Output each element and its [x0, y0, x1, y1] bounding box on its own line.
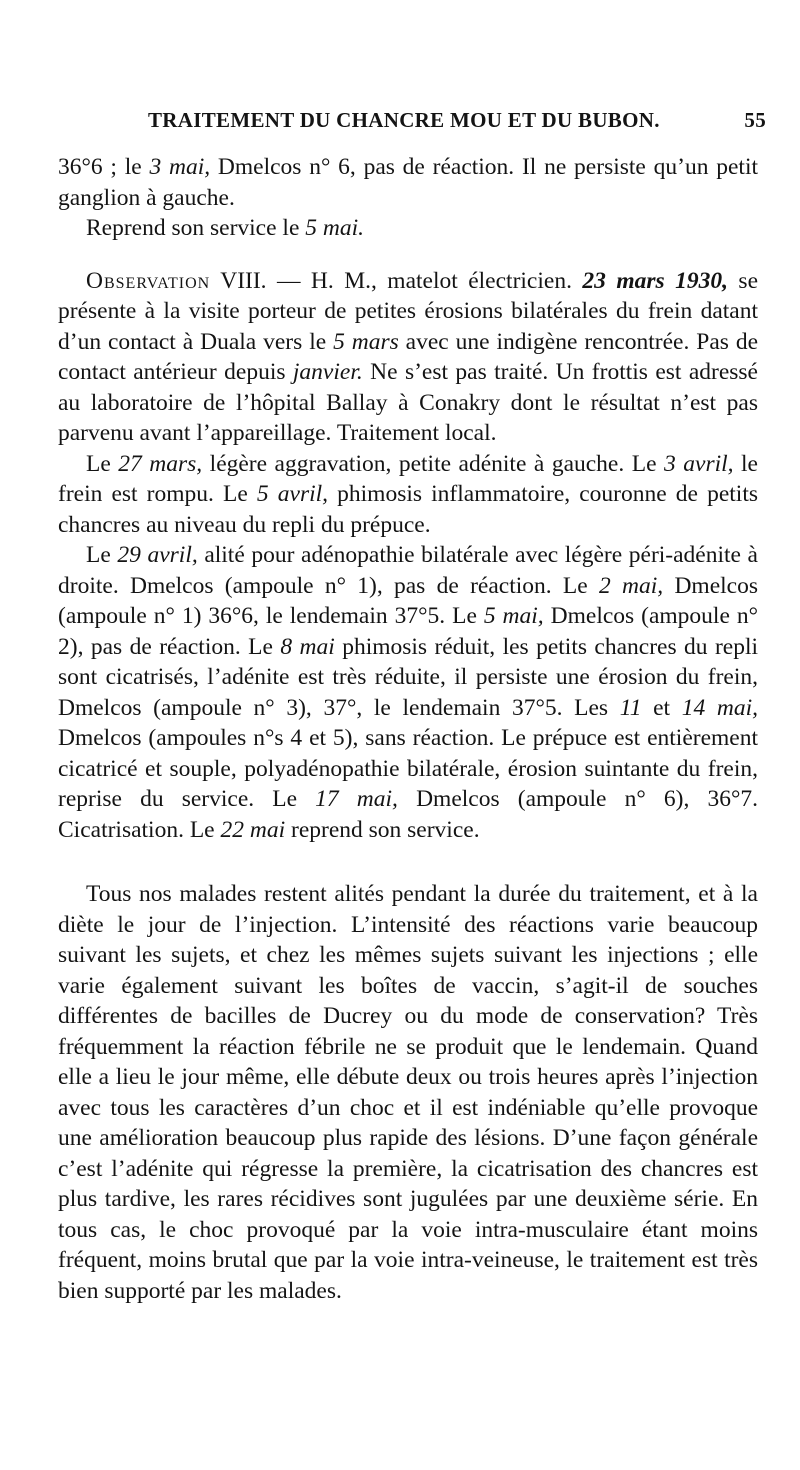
text-run: phimosis inflammatoire, couronne de petits chancres au niveau du repli du prépuce.	[58, 481, 758, 538]
text-run: et	[641, 694, 682, 721]
body-text	[58, 152, 758, 1306]
text-run: phimosis réduit, les petits chancres du repli sont cicatrisés, l’adénite est très réduite, il persiste une érosion du frein, Dmelcos (ampoule n° 3), 37°, le lendemain 37°5. Les	[58, 633, 759, 721]
text-run: Le	[86, 450, 119, 477]
text-run: Le	[86, 542, 118, 568]
page-number: 55	[744, 108, 766, 132]
running-head	[58, 108, 766, 142]
date-italic: 2 mai,	[599, 572, 664, 599]
paragraph-continuation	[58, 152, 758, 213]
text-run: alité pour adénopathie bilatérale avec légère péri-adénite à droite. Dmelcos (ampoule n° 1), pas de réaction. Le	[58, 542, 758, 599]
paragraph-discussion: Tous nos malades restent alités pendant la durée du traitement, et à la diète le jour de l’injection. L’intensité des réactions varie beaucoup suivant les sujets, et chez les mêmes sujets suivant les injections ; elle varie également suivant les boîtes de vaccin, s’agit-il de souches différentes de bacilles de Ducrey ou du mode de conservation? Très fréquemment la réaction fébrile ne se produit que le lendemain. Quand elle a lieu le jour même, elle débute deux ou trois heures après l’injection avec tous les caractères d’un choc et il est indéniable qu’elle provoque une amélioration beaucoup plus rapide des lésions. D’une façon générale c’est l’adénite qui régresse la première, la cicatrisation des chancres est plus tardive, les rares récidives sont jugulées par une deuxième série. En tous cas, le choc provoqué par la voie intra-musculaire étant moins fréquent, moins brutal que par la voie intra-veineuse, le traitement est très bien supporté par les malades.	[58, 881, 758, 1304]
text-run: VIII. — H. M., matelot électricien.	[210, 267, 583, 294]
text-run: Dmelcos (ampoules n°s 4 et 5), sans réaction. Le prépuce est entièrement cicatricé et souple, polyadénopathie bilatérale, érosion suintante du frein, reprise du service. Le	[58, 725, 758, 812]
date-bold-italic: 23 mars 1930,	[582, 267, 728, 294]
observation-label: Observation	[86, 267, 211, 294]
date-italic: 5 mai,	[483, 603, 544, 629]
date-italic: janvier.	[292, 359, 363, 385]
date-italic: 14 mai,	[681, 694, 758, 721]
date-italic: 27 mars,	[118, 450, 203, 477]
paragraph-april-may	[58, 540, 758, 845]
date-italic: 29 avril,	[117, 542, 198, 568]
text-run: 36°6 ; le	[58, 154, 150, 180]
text-run: se présente à la visite porteur de petites érosions bilatérales du frein datant d’un contact à Duala vers le	[58, 267, 759, 355]
date-italic: 22 mai	[220, 816, 286, 843]
text-run: Ne s’est pas traité. Un frottis est adressé au laboratoire de l’hôpital Ballay à Conakry dont le résultat n’est pas parvenu avant l’appareillage. Traitement local.	[58, 359, 758, 446]
text-run: Dmelcos (ampoule n° 6), 36°7. Cicatrisation. Le	[58, 786, 759, 843]
text-run: légère aggravation, petite adénite à gauche. Le	[202, 450, 665, 477]
date-italic: 5 mai.	[305, 215, 365, 241]
date-italic: 5 mars	[333, 328, 399, 355]
text-run: Dmelcos (ampoule n° 1) 36°6, le lendemain 37°5. Le	[58, 572, 758, 629]
text-run: reprend son service.	[285, 816, 480, 843]
text-run: Dmelcos n° 6, pas de réaction. Il ne persiste qu’un petit ganglion à gauche.	[58, 154, 759, 211]
date-italic: 3 mai,	[149, 154, 211, 180]
date-italic: 17 mai,	[315, 786, 398, 812]
paragraph-service	[58, 213, 758, 244]
date-italic: 3 avril,	[664, 450, 734, 477]
running-title: TRAITEMENT DU CHANCRE MOU ET DU BUBON.	[148, 108, 660, 132]
text-run: le frein est rompu. Le	[58, 450, 758, 507]
text-run: Reprend son service le	[86, 215, 306, 241]
date-italic: 8 mai	[280, 633, 335, 660]
text-run: avec une indigène rencontrée. Pas de contact antérieur depuis	[58, 328, 759, 385]
text-run: Dmelcos (ampoule n° 2), pas de réaction. Le	[58, 603, 759, 660]
date-italic: 5 avril,	[256, 481, 329, 507]
paragraph-observation	[58, 266, 758, 449]
date-italic: 11	[619, 694, 642, 721]
paragraph-march	[58, 449, 758, 541]
